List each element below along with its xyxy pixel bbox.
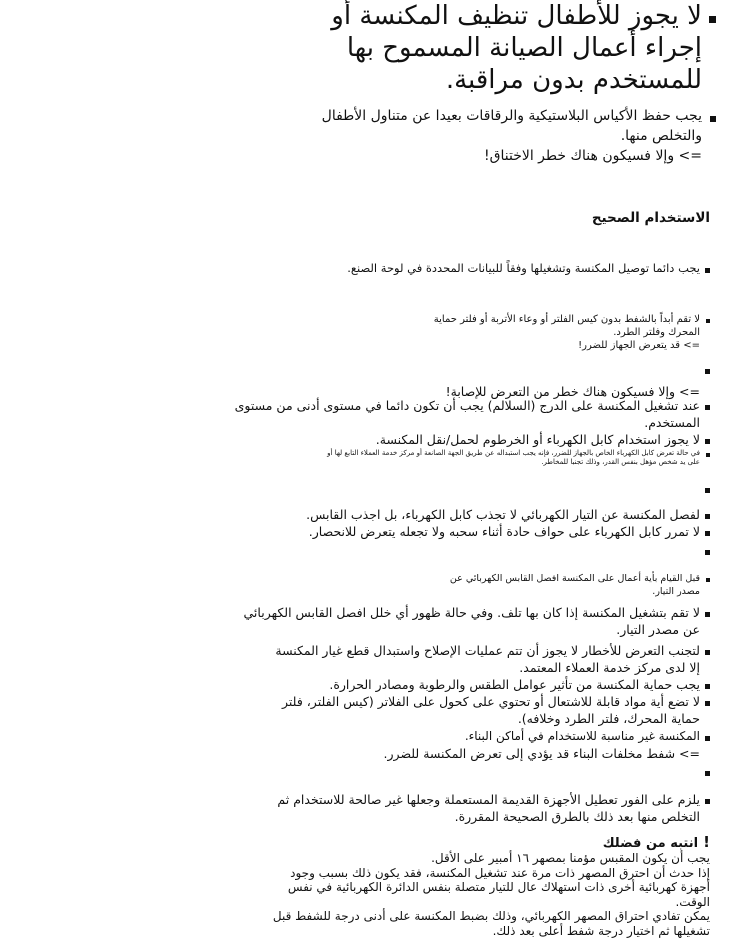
bullet-icon	[705, 488, 710, 493]
cable-damage-line: في حالة تعرض كابل الكهرباء الخاص بالجهاز للضرر، فإنه يجب استبداله عن طريق الجهة الصانعة أو مركز خدمة العملاء التابع لها أو	[327, 449, 700, 458]
flammable-warning	[282, 693, 700, 727]
exclamation-icon: !	[703, 833, 710, 851]
attention-line: يجب أن يكون المقبس مؤمنا بمصهر ١٦ أمبير على الأقل.	[273, 851, 710, 866]
bullet-icon	[705, 736, 710, 741]
disposal-line: يلزم على الفور تعطيل الأجهزة القديمة المستعملة وجعلها غير صالحة للاستخدام ثم	[277, 791, 700, 808]
bullet-icon	[705, 771, 710, 776]
bullet-icon	[705, 369, 710, 374]
bullet-icon	[706, 453, 710, 457]
injury-arrow: => وإلا فسيكون هناك خطر من التعرض للإصابة!	[446, 383, 700, 400]
attention-title: انتبه من فضلك	[603, 836, 698, 851]
attention-line: الوقت.	[273, 895, 710, 910]
attention-line: إذا حدث أن احترق المصهر ذات مرة عند تشغيل المكنسة، فقد يكون ذلك بسبب وجود	[273, 866, 710, 881]
warning-line: للمستخدم بدون مراقبة.	[331, 64, 702, 96]
stairs-line: عند تشغيل المكنسة على الدرج (السلالم) يجب أن تكون دائما في مستوى أدنى من مستوى	[235, 397, 700, 414]
stairs-line: المستخدم.	[235, 414, 700, 431]
bullet-icon	[706, 319, 710, 323]
attention-line: يمكن تفادي احتراق المصهر الكهربائي، وذلك بضبط المكنسة على أدنى درجة للشفط قبل	[273, 909, 710, 924]
weather-protection: يجب حماية المكنسة من تأثير عوامل الطقس والرطوبة ومصادر الحرارة.	[329, 676, 700, 693]
bullet-icon	[705, 550, 710, 555]
before-work-instruction	[450, 572, 700, 598]
before-work-line: قبل القيام بأية أعمال على المكنسة افصل القابس الكهربائي عن	[450, 572, 700, 585]
repairs-line: إلا لدى مركز خدمة العملاء المعتمد.	[275, 659, 700, 676]
damaged-device-line: لا تقم بتشغيل المكنسة إذا كان بها تلف. وفي حالة ظهور أي خلل افصل القابس الكهربائي	[244, 604, 700, 621]
before-work-line: مصدر التيار.	[450, 585, 700, 598]
attention-body	[273, 851, 710, 938]
attention-heading	[603, 832, 710, 851]
cable-handle-warning: لا يجوز استخدام كابل الكهرباء أو الخرطوم لحمل/نقل المكنسة.	[376, 431, 700, 448]
no-filter-line: لا تقم أبداً بالشفط بدون كيس الفلتر أو وعاء الأتربة أو فلتر حماية	[434, 313, 700, 326]
bullet-icon	[709, 16, 716, 23]
flammable-line: حماية المحرك، فلتر الطرد وخلافه).	[282, 710, 700, 727]
construction-arrow: => شفط مخلفات البناء قد يؤدي إلى تعرض المكنسة للضرر.	[384, 745, 700, 762]
bullet-icon	[705, 439, 710, 444]
no-filter-line: المحرك وفلتر الطرد.	[434, 326, 700, 339]
bullet-icon	[705, 701, 710, 706]
no-filter-arrow: => قد يتعرض الجهاز للضرر!	[434, 339, 700, 352]
damaged-device-warning	[244, 604, 700, 638]
bullet-icon	[705, 650, 710, 655]
children-cleaning-warning	[331, 0, 702, 96]
sharp-edges-warning: لا تمرر كابل الكهرباء على حواف حادة أثناء سحبه ولا تجعله يتعرض للانحصار.	[309, 523, 700, 540]
bags-warning-line: والتخلص منها.	[322, 126, 702, 146]
cable-damage-line: على يد شخص مؤهل بنفس القدر، وذلك تجنبا للمخاطر.	[327, 458, 700, 467]
warning-line: لا يجوز للأطفال تنظيف المكنسة أو	[331, 0, 702, 32]
disconnect-plug-instruction: لفصل المكنسة عن التيار الكهربائي لا تجذب كابل الكهرباء، بل اجذب القابس.	[306, 506, 700, 523]
no-filter-warning	[434, 313, 700, 352]
bullet-icon	[705, 531, 710, 536]
stairs-warning	[235, 397, 700, 431]
section-title: الاستخدام الصحيح	[592, 210, 710, 226]
bags-warning	[322, 106, 702, 166]
attention-line: أجهزة كهربائية أخرى ذات استهلاك عال للتيار متصلة بنفس الدائرة الكهربائية في نفس	[273, 880, 710, 895]
cable-damage-note	[327, 449, 700, 467]
disposal-instruction	[277, 791, 700, 825]
bullet-icon	[706, 578, 710, 582]
bags-warning-line: يجب حفظ الأكياس البلاستيكية والرقاقات بعيدا عن متناول الأطفال	[322, 106, 702, 126]
construction-sites-note: المكنسة غير مناسبة للاستخدام في أماكن البناء.	[465, 728, 700, 745]
damaged-device-line: عن مصدر التيار.	[244, 621, 700, 638]
bullet-icon	[705, 514, 710, 519]
bullet-icon	[705, 268, 710, 273]
bullet-icon	[705, 405, 710, 410]
flammable-line: لا تضع أية مواد قابلة للاشتعال أو تحتوي على كحول على الفلاتر (كيس الفلتر، فلتر	[282, 693, 700, 710]
bullet-icon	[710, 116, 716, 122]
bullet-icon	[705, 684, 710, 689]
usage-intro: يجب دائما توصيل المكنسة وتشغيلها وفقاً للبيانات المحددة في لوحة الصنع.	[347, 260, 700, 277]
repairs-line: لتجنب التعرض للأخطار لا يجوز أن تتم عمليات الإصلاح واستبدال قطع غيار المكنسة	[275, 642, 700, 659]
bullet-icon	[705, 799, 710, 804]
attention-line: تشغيلها ثم اختيار درجة شفط أعلى بعد ذلك.	[273, 924, 710, 938]
warning-line: إجراء أعمال الصيانة المسموح بها	[331, 32, 702, 64]
disposal-line: التخلص منها بعد ذلك بالطرق الصحيحة المقررة.	[277, 808, 700, 825]
bullet-icon	[705, 612, 710, 617]
repairs-warning	[275, 642, 700, 676]
bags-warning-arrow: => وإلا فسيكون هناك خطر الاختناق!	[322, 146, 702, 166]
